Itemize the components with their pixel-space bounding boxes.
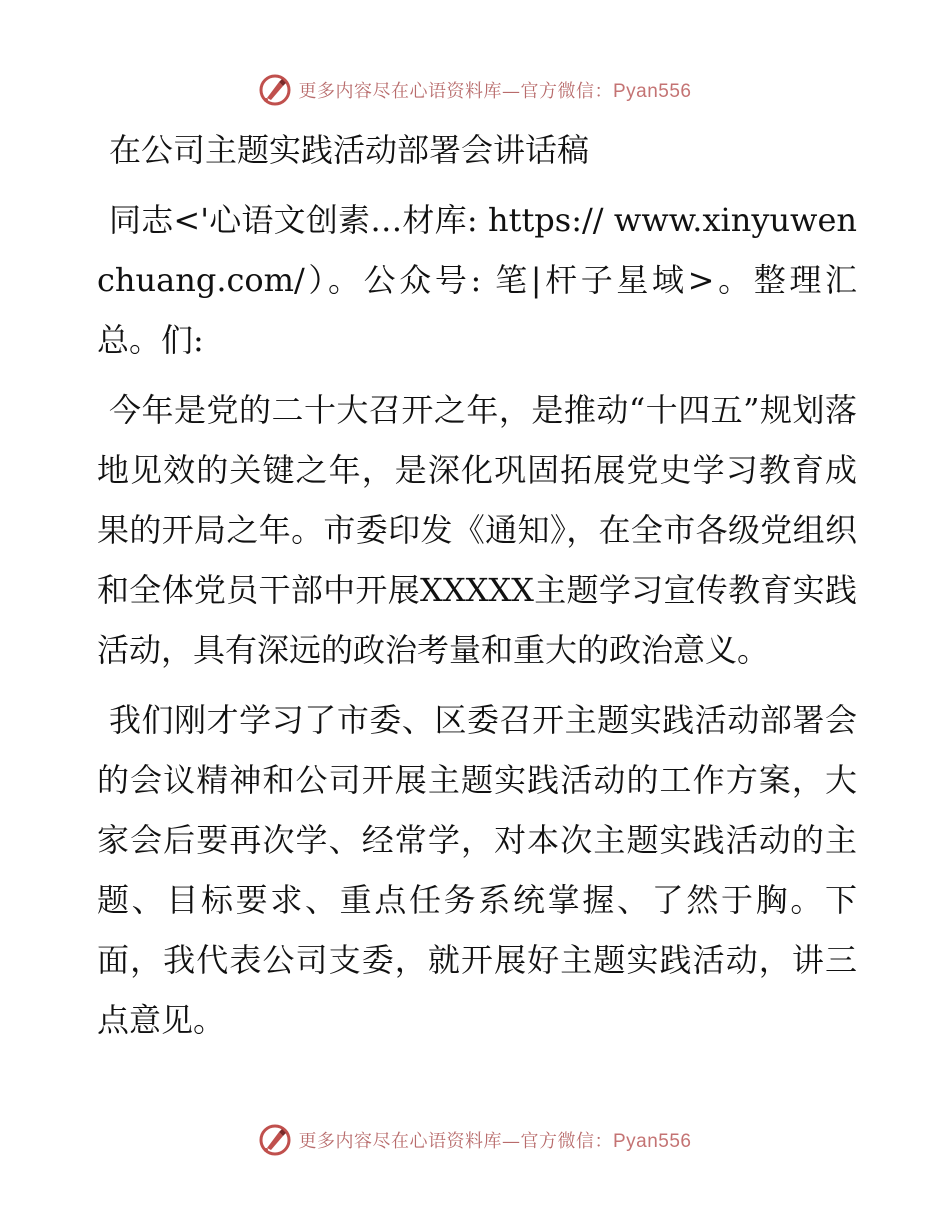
header-banner [0, 70, 950, 110]
paragraph-1: 今年是党的二十大召开之年，是推动“十四五”规划落地见效的关键之年，是深化巩固拓展党史学习教育成果的开局之年。市委印发《通知》，在全市各级党组织和全体党员干部中开展XXXXX主题学习宣传教育实践活动，具有深远的政治考量和重大的政治意义。 [97, 391, 857, 669]
greeting-paragraph: 同志<'心语文创素…材库: https:// www.xinyuwenchuang.com/）。公众号: 笔|杆子星域>。整理汇总。们: [97, 201, 857, 359]
document-title: 在公司主题实践活动部署会讲话稿 [109, 131, 590, 169]
footer-banner-text: 更多内容尽在心语资料库—官方微信：Pyan556 [298, 1131, 692, 1152]
pen-logo-icon [258, 73, 292, 107]
paragraph-2: 我们刚才学习了市委、区委召开主题实践活动部署会的会议精神和公司开展主题实践活动的工作方案，大家会后要再次学、经常学，对本次主题实践活动的主题、目标要求、重点任务系统掌握、了然于胸。下面，我代表公司支委，就开展好主题实践活动，讲三点意见。 [97, 701, 857, 1039]
pen-logo-icon [258, 1123, 292, 1157]
header-banner-text: 更多内容尽在心语资料库—官方微信：Pyan556 [298, 81, 692, 102]
footer-banner [0, 1120, 950, 1160]
document-body [97, 120, 857, 1060]
